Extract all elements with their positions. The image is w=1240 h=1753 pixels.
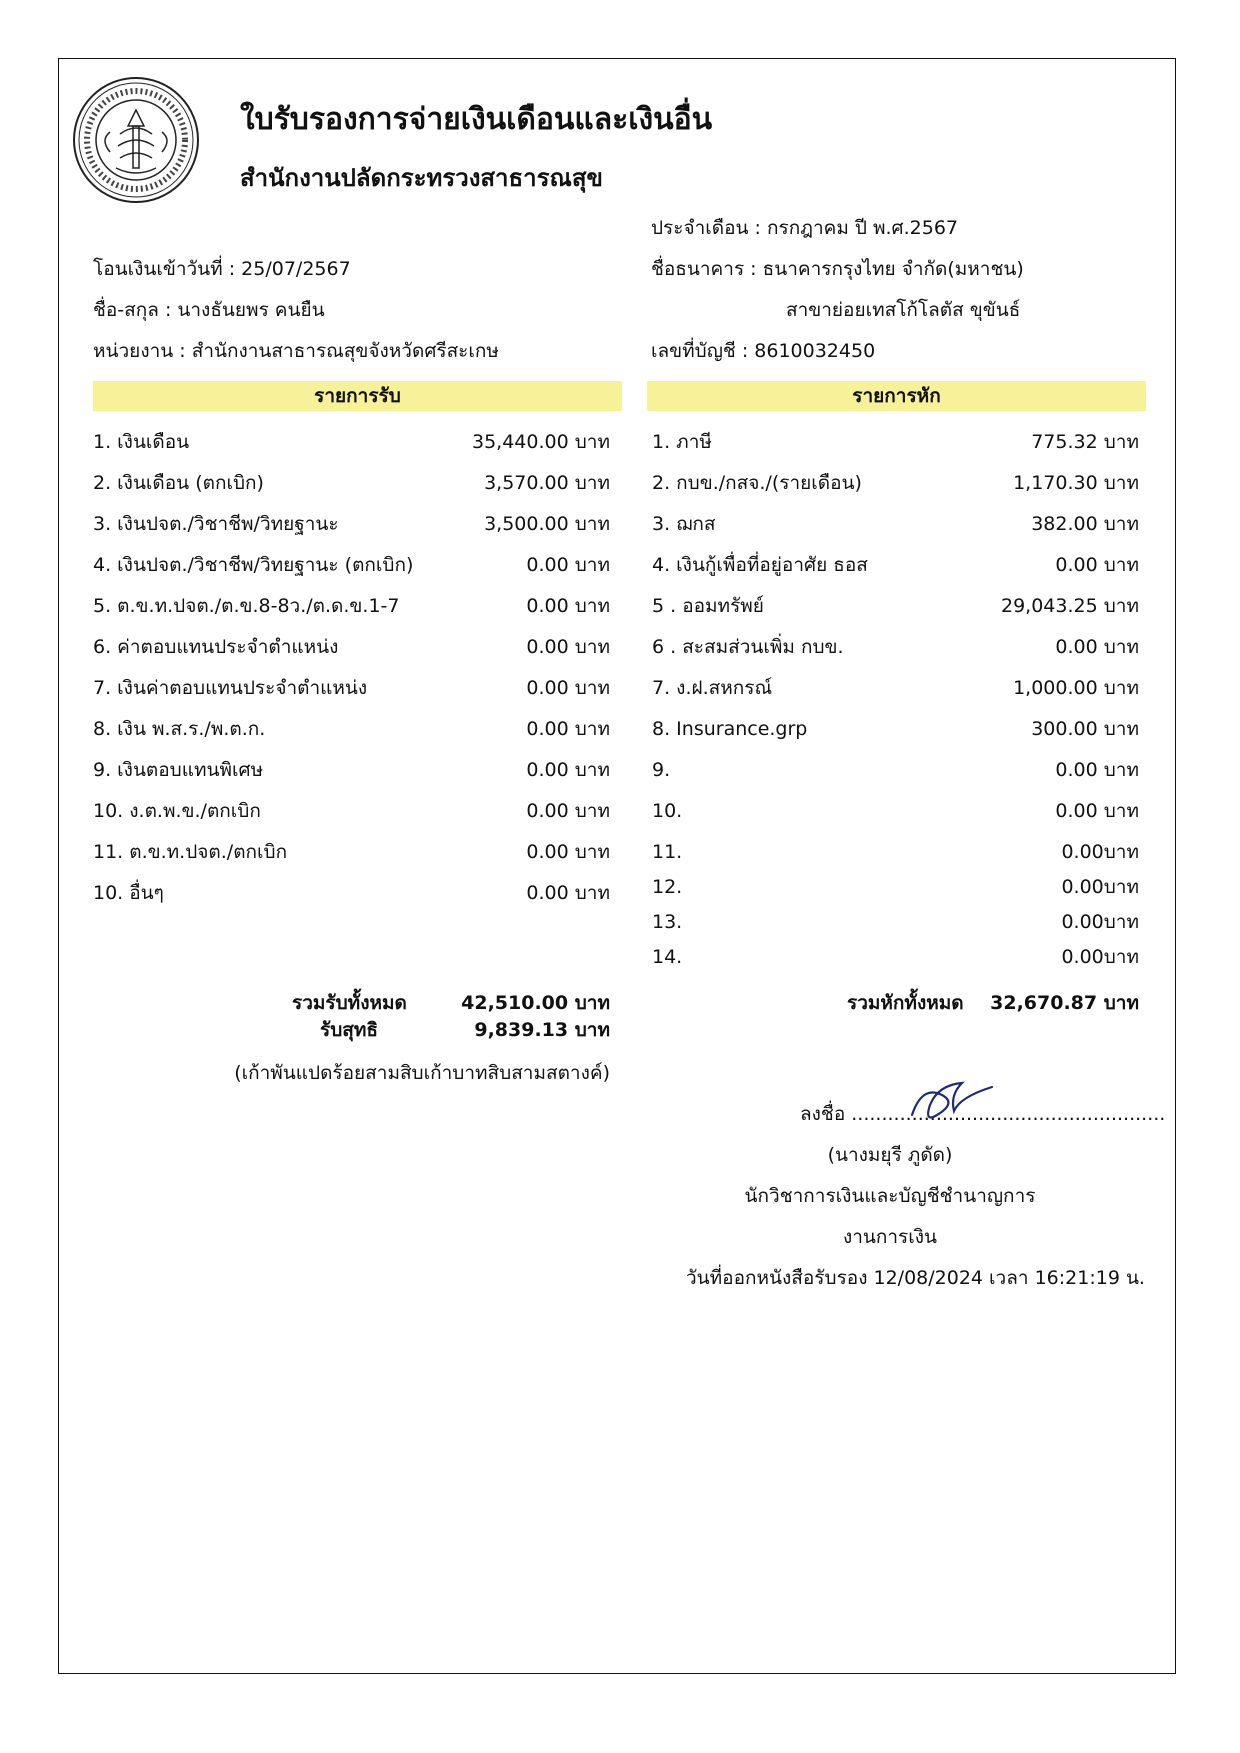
item-amount: 1,170.30 บาท: [1013, 472, 1139, 494]
item-amount: 1,000.00 บาท: [1013, 677, 1139, 699]
list-item: [93, 837, 610, 867]
item-amount: 35,440.00 บาท: [472, 431, 610, 453]
item-label: 11.: [652, 841, 683, 863]
item-amount: 29,043.25 บาท: [1001, 595, 1139, 617]
pay-period: ประจำเดือน : กรกฎาคม ปี พ.ศ.2567: [651, 217, 959, 239]
income-total-label: รวมรับทั้งหมด: [292, 992, 407, 1014]
item-label: 6. ค่าตอบแทนประจำตำแหน่ง: [93, 636, 339, 658]
item-label: 5. ต.ข.ท.ปจต./ต.ข.8-8ว./ต.ด.ข.1-7: [93, 595, 400, 617]
item-amount: 0.00 บาท: [526, 677, 610, 699]
item-label: 4. เงินกู้เพื่อที่อยู่อาศัย ธอส: [652, 554, 868, 576]
list-item: [652, 591, 1139, 621]
item-amount: 775.32 บาท: [1031, 431, 1139, 453]
list-item: [93, 796, 610, 826]
item-amount: 3,500.00 บาท: [484, 513, 610, 535]
item-label: 9. เงินตอบแทนพิเศษ: [93, 759, 264, 781]
account-number: เลขที่บัญชี : 8610032450: [651, 340, 876, 362]
list-item: [652, 509, 1139, 539]
item-label: 1. เงินเดือน: [93, 431, 190, 453]
item-label: 3. เงินปจต./วิชาชีพ/วิทยฐานะ: [93, 513, 339, 535]
item-amount: 0.00 บาท: [526, 841, 610, 863]
ministry-seal-logo: [70, 74, 202, 206]
handwritten-signature: [902, 1075, 1002, 1125]
list-item: [93, 550, 610, 580]
signer-unit: งานการเงิน: [842, 1226, 938, 1248]
item-amount: 382.00 บาท: [1031, 513, 1139, 535]
income-header: รายการรับ: [93, 381, 622, 411]
item-amount: 0.00บาท: [1061, 841, 1139, 863]
item-amount: 0.00 บาท: [526, 800, 610, 822]
list-item: [93, 714, 610, 744]
item-amount: 0.00 บาท: [526, 759, 610, 781]
net-income-words: (เก้าพันแปดร้อยสามสิบเก้าบาทสิบสามสตางค์): [234, 1062, 610, 1084]
signature-line: ลงชื่อ ....................................................: [800, 1103, 1166, 1125]
transfer-date: โอนเงินเข้าวันที่ : 25/07/2567: [93, 258, 351, 280]
item-label: 10. ง.ต.พ.ข./ตกเบิก: [93, 800, 261, 822]
list-item: [93, 509, 610, 539]
document-title: ใบรับรองการจ่ายเงินเดือนและเงินอื่น: [240, 102, 713, 137]
item-label: 5 . ออมทรัพย์: [652, 595, 764, 617]
item-amount: 0.00บาท: [1061, 911, 1139, 933]
list-item: [93, 468, 610, 498]
item-label: 2. กบข./กสจ./(รายเดือน): [652, 472, 862, 494]
list-item: [93, 427, 610, 457]
item-label: 10.: [652, 800, 683, 822]
net-income-label: รับสุทธิ: [320, 1019, 378, 1041]
item-label: 4. เงินปจต./วิชาชีพ/วิทยฐานะ (ตกเบิก): [93, 554, 414, 576]
item-amount: 0.00 บาท: [1055, 800, 1139, 822]
list-item: [652, 872, 1139, 902]
list-item: [652, 714, 1139, 744]
bank-name: ชื่อธนาคาร : ธนาคารกรุงไทย จำกัด(มหาชน): [651, 258, 1024, 280]
item-label: 13.: [652, 911, 683, 933]
item-amount: 0.00บาท: [1061, 876, 1139, 898]
item-label: 7. ง.ฝ.สหกรณ์: [652, 677, 773, 699]
list-item: [652, 907, 1139, 937]
net-income-amount: 9,839.13 บาท: [474, 1019, 610, 1041]
organization-name: สำนักงานปลัดกระทรวงสาธารณสุข: [240, 164, 603, 192]
issue-timestamp: วันที่ออกหนังสือรับรอง 12/08/2024 เวลา 16:21:19 น.: [686, 1267, 1145, 1289]
item-amount: 300.00 บาท: [1031, 718, 1139, 740]
item-amount: 0.00 บาท: [526, 595, 610, 617]
item-label: 1. ภาษี: [652, 431, 712, 453]
list-item: [652, 837, 1139, 867]
item-label: 10. อื่นๆ: [93, 882, 164, 904]
item-amount: 3,570.00 บาท: [484, 472, 610, 494]
list-item: [652, 632, 1139, 662]
item-label: 2. เงินเดือน (ตกเบิก): [93, 472, 264, 494]
list-item: [652, 942, 1139, 972]
item-amount: 0.00 บาท: [526, 882, 610, 904]
item-label: 7. เงินค่าตอบแทนประจำตำแหน่ง: [93, 677, 368, 699]
list-item: [652, 755, 1139, 785]
item-amount: 0.00 บาท: [1055, 636, 1139, 658]
signer-name: (นางมยุรี ภูดัด): [827, 1144, 953, 1166]
item-amount: 0.00บาท: [1061, 946, 1139, 968]
item-amount: 0.00 บาท: [526, 718, 610, 740]
list-item: [652, 427, 1139, 457]
signer-position: นักวิชาการเงินและบัญชีชำนาญการ: [744, 1185, 1036, 1207]
list-item: [93, 632, 610, 662]
list-item: [652, 673, 1139, 703]
item-label: 11. ต.ข.ท.ปจต./ตกเบิก: [93, 841, 288, 863]
department: หน่วยงาน : สำนักงานสาธารณสุขจังหวัดศรีสะเกษ: [93, 340, 499, 362]
list-item: [652, 468, 1139, 498]
employee-name: ชื่อ-สกุล : นางธันยพร คนยืน: [93, 299, 325, 321]
item-label: 8. เงิน พ.ส.ร./พ.ต.ก.: [93, 718, 266, 740]
item-label: 8. Insurance.grp: [652, 718, 808, 740]
item-label: 6 . สะสมส่วนเพิ่ม กบข.: [652, 636, 844, 658]
item-amount: 0.00 บาท: [1055, 554, 1139, 576]
list-item: [93, 591, 610, 621]
deduction-total-label: รวมหักทั้งหมด: [847, 992, 964, 1014]
list-item: [652, 796, 1139, 826]
list-item: [93, 673, 610, 703]
item-amount: 0.00 บาท: [1055, 759, 1139, 781]
item-label: 9.: [652, 759, 671, 781]
list-item: [652, 550, 1139, 580]
list-item: [93, 755, 610, 785]
item-label: 12.: [652, 876, 683, 898]
item-amount: 0.00 บาท: [526, 554, 610, 576]
item-label: 3. ฌกส: [652, 513, 716, 535]
list-item: [93, 878, 610, 908]
item-label: 14.: [652, 946, 683, 968]
income-total-amount: 42,510.00 บาท: [461, 992, 610, 1014]
deduction-header: รายการหัก: [647, 381, 1146, 411]
deduction-total-amount: 32,670.87 บาท: [990, 992, 1139, 1014]
bank-branch: สาขาย่อยเทสโก้โลตัส ขุขันธ์: [786, 299, 1021, 321]
item-amount: 0.00 บาท: [526, 636, 610, 658]
